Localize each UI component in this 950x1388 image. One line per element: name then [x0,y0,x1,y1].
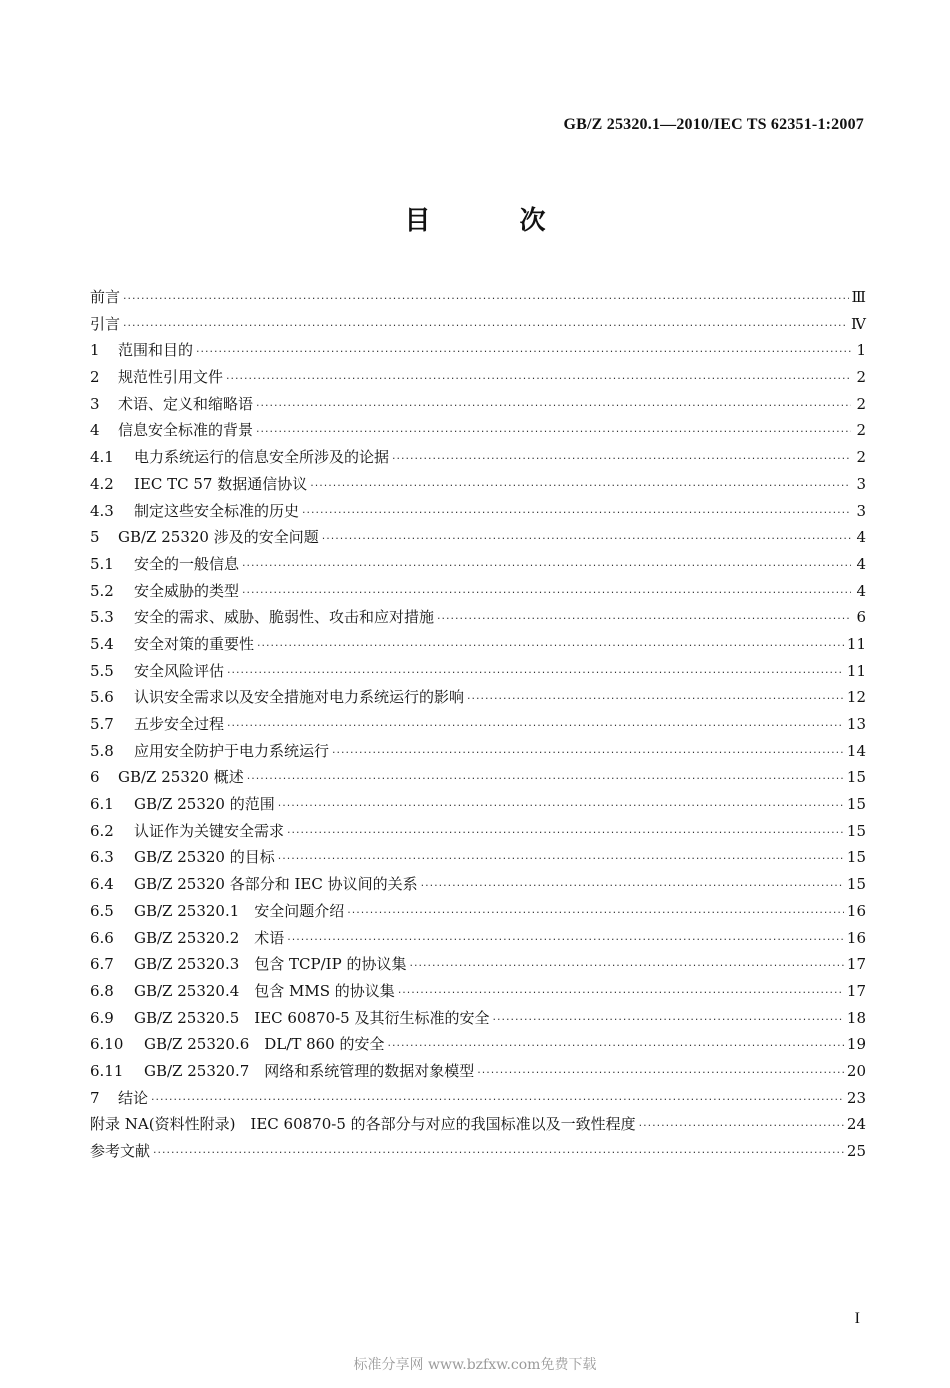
toc-entry-number: 5 [90,528,100,547]
toc-entry[interactable] [90,1111,866,1138]
dot-leader [437,606,851,633]
dot-leader [310,473,851,500]
dot-leader [388,1033,844,1060]
toc-entry-number: 6.7 [90,955,114,974]
dot-leader [398,980,844,1007]
toc-entry-label: GB/Z 25320 各部分和 IEC 协议间的关系 [134,875,418,894]
toc-entry-label: GB/Z 25320.1 安全问题介绍 [134,901,345,920]
dot-leader [392,446,851,473]
toc-entry-label: 电力系统运行的信息安全所涉及的论据 [134,448,390,467]
toc-entry[interactable] [90,311,866,338]
toc-entry[interactable] [90,1058,866,1085]
dot-leader [123,286,849,313]
dot-leader [477,1060,844,1087]
dot-leader [257,633,844,660]
toc-entry-page: 1 [856,341,866,360]
toc-entry-page: 15 [846,795,866,814]
toc-entry[interactable] [90,417,866,444]
toc-entry-number: 5.4 [90,634,114,653]
toc-entry-page: 2 [856,394,866,413]
toc-entry-page: 4 [856,581,866,600]
toc-entry[interactable] [90,764,866,791]
toc-entry-page: 15 [846,768,866,787]
dot-leader [226,366,851,393]
toc-entry[interactable] [90,1138,866,1165]
toc-entry-label: 安全的一般信息 [134,554,240,573]
toc-entry-label: 附录 NA(资料性附录) IEC 60870-5 的各部分与对应的我国标准以及一致性程度 [90,1115,636,1134]
toc-entry-number: 5.2 [90,581,114,600]
toc-entry[interactable] [90,631,866,658]
toc-entry-number: 1 [90,341,100,360]
toc-entry-number: 6.5 [90,901,114,920]
toc-entry-number: 6.10 [90,1035,124,1054]
toc-entry-number: 6.1 [90,795,114,814]
dot-leader [287,820,844,847]
toc-entry-label: GB/Z 25320.2 术语 [134,928,285,947]
toc-entry[interactable] [90,658,866,685]
toc-entry-page: Ⅲ [851,288,866,306]
toc-entry-label: 五步安全过程 [134,715,225,733]
dot-leader [227,660,844,687]
toc-entry-number: 2 [90,368,100,387]
toc-entry-label: 制定这些安全标准的历史 [134,501,300,520]
toc-entry-page: 2 [856,368,866,387]
dot-leader [247,766,844,793]
toc-entry-page: 17 [846,981,866,1000]
dot-leader [242,580,851,607]
dot-leader [242,553,851,580]
toc-entry-page: 16 [846,928,866,947]
toc-entry-page: 19 [846,1035,866,1054]
toc-entry[interactable] [90,925,866,952]
toc-entry-number: 6.2 [90,821,114,840]
toc-entry-number: 6.8 [90,981,114,1000]
toc-entry-label: 认识安全需求以及安全措施对电力系统运行的影响 [134,688,465,707]
toc-entry-label: 术语、定义和缩略语 [118,394,254,413]
dot-leader [302,500,851,527]
toc-entry-page: 13 [846,715,866,733]
toc-entry-number: 5.7 [90,715,114,733]
toc-entry-number: 6.4 [90,875,114,894]
toc-entry[interactable] [90,444,866,471]
toc-entry[interactable] [90,604,866,631]
standard-code: GB/Z 25320.1—2010/IEC TS 62351-1:2007 [563,116,864,133]
toc-entry-page: 18 [846,1008,866,1027]
dot-leader [153,1140,844,1167]
toc-entry-page: 15 [846,821,866,840]
dot-leader [421,873,844,900]
toc-entry-number: 4.1 [90,448,114,467]
toc-entry[interactable] [90,471,866,498]
toc-entry[interactable] [90,1031,866,1058]
toc-entry-page: 11 [846,661,866,680]
toc-entry-page: 25 [846,1142,866,1160]
toc-entry-label: GB/Z 25320.4 包含 MMS 的协议集 [134,981,395,1000]
watermark: 标准分享网 www.bzfxw.com免费下载 [353,1357,597,1373]
toc-entry-number: 5.5 [90,661,114,680]
toc-entry-label: 信息安全标准的背景 [118,421,254,440]
toc-entry-number: 6.11 [90,1061,124,1080]
toc-entry-label: 安全威胁的类型 [134,581,240,600]
dot-leader [256,419,851,446]
toc-entry-label: IEC TC 57 数据通信协议 [134,474,308,493]
dot-leader [322,526,851,553]
toc-entry-label: GB/Z 25320.6 DL/T 860 的安全 [144,1035,385,1054]
toc-entry-number: 6 [90,768,100,787]
page-title: 目 次 [404,206,586,236]
dot-leader [347,900,844,927]
toc-entry-label: 范围和目的 [118,341,194,360]
toc-entry[interactable] [90,898,866,925]
toc-entry-label: GB/Z 25320 涉及的安全问题 [118,528,319,547]
toc-entry-label: 安全风险评估 [134,661,225,680]
toc-entry-label: 结论 [118,1088,149,1107]
toc-entry-page: 3 [856,501,866,520]
toc-entry-label: GB/Z 25320 概述 [118,768,244,787]
toc-entry[interactable] [90,1085,866,1112]
toc-entry-page: 4 [856,554,866,573]
toc-entry[interactable] [90,711,866,738]
toc-entry[interactable] [90,871,866,898]
toc-entry-label: 引言 [90,314,121,333]
toc-entry-page: 4 [856,528,866,547]
toc-entry-number: 6.6 [90,928,114,947]
toc-entry[interactable] [90,818,866,845]
dot-leader [409,953,843,980]
toc-entry-label: 前言 [90,288,121,306]
toc-entry-number: 6.3 [90,848,114,867]
dot-leader [493,1007,844,1034]
toc-entry[interactable] [90,498,866,525]
toc-entry-page: 16 [846,901,866,920]
toc-entry-label: 安全的需求、威胁、脆弱性、攻击和应对措施 [134,608,435,627]
toc-entry-number: 4.2 [90,474,114,493]
toc-entry-page: 17 [846,955,866,974]
toc-entry-page: 14 [846,741,866,760]
dot-leader [332,740,844,767]
toc-entry-page: 3 [856,474,866,493]
toc-entry-label: GB/Z 25320 的目标 [134,848,275,867]
toc-entry[interactable] [90,1005,866,1032]
toc-entry-page: 12 [846,688,866,707]
dot-leader [467,686,844,713]
toc-entry-number: 3 [90,394,100,413]
toc-entry[interactable] [90,337,866,364]
toc-entry-page: 20 [846,1061,866,1080]
dot-leader [278,793,844,820]
toc-entry[interactable] [90,524,866,551]
page-number: I [854,1310,860,1327]
dot-leader [151,1087,844,1114]
toc-entry-page: 23 [846,1088,866,1107]
dot-leader [196,339,851,366]
toc-entry-page: 2 [856,448,866,467]
toc-entry-page: 15 [846,848,866,867]
toc-entry-number: 5.3 [90,608,114,627]
toc-entry-number: 7 [90,1088,100,1107]
toc-entry-page: 2 [856,421,866,440]
table-of-contents [90,284,866,1165]
toc-entry-label: 认证作为关键安全需求 [134,821,285,840]
toc-entry-number: 5.8 [90,741,114,760]
toc-entry[interactable] [90,738,866,765]
dot-leader [639,1113,844,1140]
toc-entry-number: 4.3 [90,501,114,520]
dot-leader [227,713,844,740]
toc-entry[interactable] [90,978,866,1005]
toc-entry[interactable] [90,578,866,605]
toc-entry[interactable] [90,391,866,418]
dot-leader [256,393,851,420]
toc-entry[interactable] [90,684,866,711]
toc-entry[interactable] [90,551,866,578]
toc-entry-page: 11 [846,634,866,653]
dot-leader [287,927,844,954]
toc-entry-page: Ⅳ [851,314,866,333]
toc-entry[interactable] [90,284,866,311]
toc-entry-page: 15 [846,875,866,894]
dot-leader [123,313,848,340]
toc-entry-number: 4 [90,421,100,440]
toc-entry[interactable] [90,951,866,978]
toc-entry[interactable] [90,364,866,391]
toc-entry[interactable] [90,844,866,871]
toc-entry-label: 应用安全防护于电力系统运行 [134,741,330,760]
toc-entry-page: 24 [846,1115,866,1134]
toc-entry-label: GB/Z 25320.3 包含 TCP/IP 的协议集 [134,955,407,974]
toc-entry-page: 6 [856,608,866,627]
toc-entry-label: GB/Z 25320.7 网络和系统管理的数据对象模型 [144,1061,475,1080]
dot-leader [278,846,844,873]
toc-entry-number: 5.1 [90,554,114,573]
toc-entry[interactable] [90,791,866,818]
toc-entry-number: 5.6 [90,688,114,707]
toc-entry-number: 6.9 [90,1008,114,1027]
toc-entry-label: GB/Z 25320.5 IEC 60870-5 及其衍生标准的安全 [134,1008,490,1027]
toc-entry-label: 参考文献 [90,1142,151,1160]
toc-entry-label: 安全对策的重要性 [134,634,255,653]
toc-entry-label: 规范性引用文件 [118,368,224,387]
toc-entry-label: GB/Z 25320 的范围 [134,795,275,814]
